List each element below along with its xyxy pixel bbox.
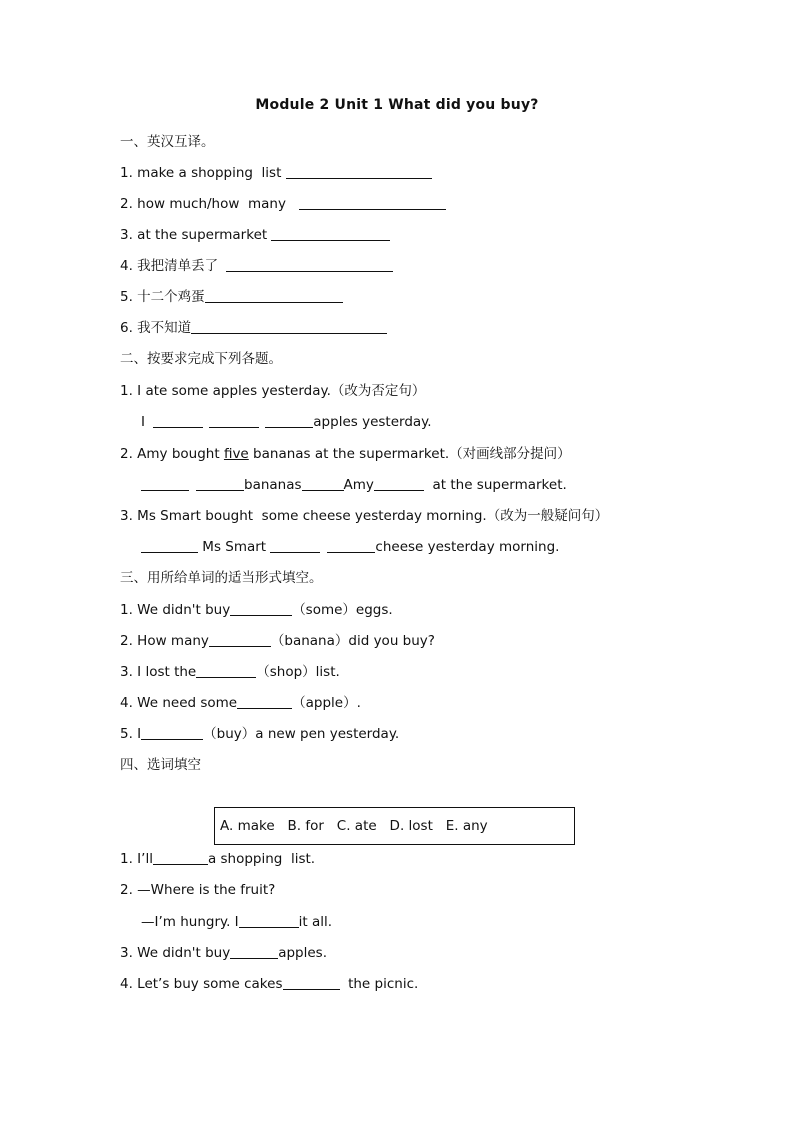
s4-question-4 — [120, 974, 418, 994]
question-text: 4. We need some — [120, 695, 238, 711]
answer-blank[interactable] — [239, 913, 299, 928]
answer-blank[interactable] — [230, 601, 292, 616]
s4-question-3 — [120, 943, 327, 963]
answer-text: bananas — [244, 477, 302, 493]
answer-blank[interactable] — [191, 319, 387, 334]
s2-question-1: 1. I ate some apples yesterday.（改为否定句） — [120, 383, 426, 399]
question-text: 2. Amy bought — [120, 446, 224, 462]
answer-blank[interactable] — [209, 413, 259, 428]
answer-text: Ms Smart — [198, 539, 271, 555]
s3-question-4 — [120, 693, 361, 713]
question-text: （shop）list. — [256, 664, 340, 680]
answer-blank[interactable] — [153, 850, 208, 865]
s3-question-3 — [120, 662, 340, 682]
answer-blank[interactable] — [196, 663, 256, 678]
page-title: Module 2 Unit 1 What did you buy? — [255, 97, 539, 113]
answer-blank[interactable] — [265, 413, 313, 428]
answer-blank[interactable] — [196, 476, 244, 491]
answer-text: cheese yesterday morning. — [375, 539, 560, 555]
s2-answer-2 — [141, 475, 567, 495]
word-bank-options: A. make B. for C. ate D. lost E. any — [220, 818, 488, 834]
question-text: 1. I’ll — [120, 851, 153, 867]
s1-question-6 — [120, 318, 387, 338]
s1-question-4 — [120, 256, 393, 276]
s2-question-2 — [120, 444, 571, 464]
answer-blank[interactable] — [209, 632, 271, 647]
question-text: bananas at the supermarket.（对画线部分提问） — [248, 446, 571, 462]
question-text: 3. at the supermarket — [120, 227, 272, 243]
s2-question-3: 3. Ms Smart bought some cheese yesterday morning.（改为一般疑问句） — [120, 508, 609, 524]
answer-blank[interactable] — [141, 538, 198, 553]
answer-blank[interactable] — [327, 538, 375, 553]
question-text: （some）eggs. — [292, 602, 393, 618]
question-text: 1. We didn't buy — [120, 602, 231, 618]
s1-question-3 — [120, 225, 390, 245]
s4-question-1 — [120, 849, 315, 869]
question-text: 3. We didn't buy — [120, 945, 231, 961]
s4-question-2-reply — [141, 912, 332, 932]
question-text: the picnic. — [339, 976, 419, 992]
question-text: 6. 我不知道 — [120, 320, 192, 336]
s3-question-5 — [120, 724, 399, 744]
section-1-heading: 一、英汉互译。 — [120, 134, 215, 150]
answer-blank[interactable] — [283, 975, 340, 990]
question-text: a shopping list. — [207, 851, 316, 867]
s1-question-2 — [120, 194, 446, 214]
question-text: 3. I lost the — [120, 664, 197, 680]
section-2-heading: 二、按要求完成下列各题。 — [120, 351, 282, 367]
question-text: apples. — [278, 945, 327, 961]
question-text: 2. how much/how many — [120, 196, 295, 212]
question-text: 4. 我把清单丢了 — [120, 258, 223, 274]
s1-question-5 — [120, 287, 343, 307]
word-bank-box — [214, 807, 575, 845]
s3-question-1 — [120, 600, 393, 620]
answer-text: Amy — [343, 477, 374, 493]
s3-question-2 — [120, 631, 435, 651]
section-3-heading: 三、用所给单词的适当形式填空。 — [120, 570, 323, 586]
question-text: it all. — [298, 914, 333, 930]
answer-blank[interactable] — [153, 413, 203, 428]
answer-blank[interactable] — [270, 538, 320, 553]
answer-blank[interactable] — [205, 288, 343, 303]
answer-blank[interactable] — [226, 257, 393, 272]
s2-answer-3 — [141, 537, 559, 557]
s2-answer-1 — [141, 412, 432, 432]
answer-blank[interactable] — [141, 476, 189, 491]
question-text: —I’m hungry. I — [141, 914, 239, 930]
answer-text: apples yesterday. — [313, 414, 432, 430]
section-4-heading: 四、选词填空 — [120, 757, 201, 773]
answer-blank[interactable] — [302, 476, 344, 491]
answer-blank[interactable] — [230, 944, 278, 959]
answer-text: I — [141, 414, 150, 430]
question-text: 1. make a shopping list — [120, 165, 286, 181]
question-text: 5. I — [120, 726, 142, 742]
answer-blank[interactable] — [271, 226, 390, 241]
answer-blank[interactable] — [237, 694, 292, 709]
s1-question-1 — [120, 163, 432, 183]
answer-blank[interactable] — [141, 725, 203, 740]
question-text: 4. Let’s buy some cakes — [120, 976, 283, 992]
question-text: 5. 十二个鸡蛋 — [120, 289, 205, 305]
answer-blank[interactable] — [286, 164, 432, 179]
question-text: （apple）. — [292, 695, 361, 711]
question-text: （buy）a new pen yesterday. — [203, 726, 400, 742]
s4-question-2: 2. —Where is the fruit? — [120, 882, 276, 898]
underlined-word: five — [223, 446, 249, 462]
question-text: 2. How many — [120, 633, 209, 649]
answer-text: at the supermarket. — [423, 477, 567, 493]
answer-blank[interactable] — [299, 195, 446, 210]
answer-blank[interactable] — [374, 476, 424, 491]
question-text: （banana）did you buy? — [270, 633, 435, 649]
